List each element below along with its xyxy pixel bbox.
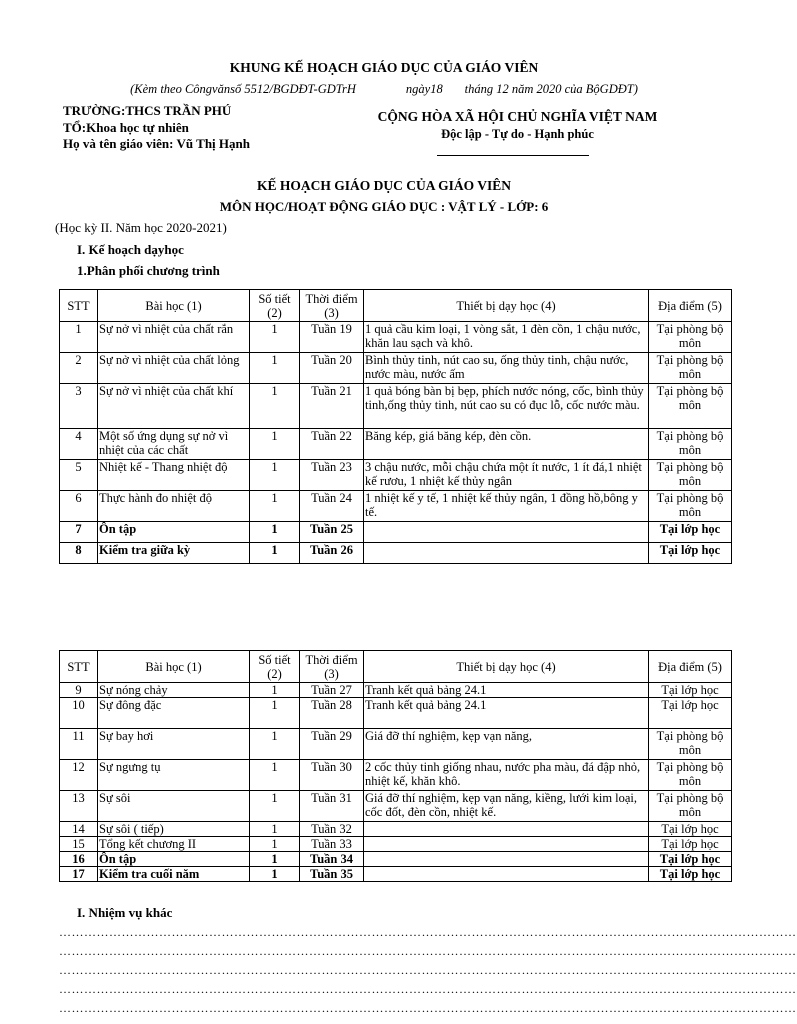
cell-time: Tuần 32 bbox=[300, 822, 364, 837]
table-row bbox=[60, 729, 732, 760]
table-row bbox=[60, 822, 732, 837]
cell-lesson: Sự sôi ( tiếp) bbox=[98, 822, 250, 837]
cell-periods: 1 bbox=[250, 852, 300, 867]
cell-equipment: Tranh kết quả bảng 24.1 bbox=[364, 683, 649, 698]
cell-periods: 1 bbox=[250, 867, 300, 882]
cell-time: Tuần 27 bbox=[300, 683, 364, 698]
table-row bbox=[60, 867, 732, 882]
cell-stt: 12 bbox=[60, 760, 98, 791]
cell-stt: 11 bbox=[60, 729, 98, 760]
cell-stt: 17 bbox=[60, 867, 98, 882]
motto-underline bbox=[437, 155, 589, 156]
republic-heading: CỘNG HÒA XÃ HỘI CHỦ NGHĨA VIỆT NAM bbox=[377, 109, 658, 124]
header-place: Địa điểm (5) bbox=[649, 290, 732, 322]
table-row bbox=[60, 429, 732, 460]
blank-line-4: …………………………………………………………………………………………………………………………………………………………… bbox=[59, 982, 797, 996]
national-motto: Độc lập - Tự do - Hạnh phúc bbox=[441, 127, 594, 141]
cell-lesson: Sự nóng chảy bbox=[98, 683, 250, 698]
cell-time: Tuần 26 bbox=[300, 543, 364, 564]
curriculum-table-2 bbox=[59, 650, 732, 882]
section-other-tasks: I. Nhiệm vụ khác bbox=[77, 905, 173, 920]
cell-time: Tuần 24 bbox=[300, 491, 364, 522]
table-row bbox=[60, 791, 732, 822]
cell-time: Tuần 21 bbox=[300, 384, 364, 429]
blank-line-5: …………………………………………………………………………………………………………………………………………………………… bbox=[59, 1001, 797, 1015]
table-row bbox=[60, 522, 732, 543]
blank-line-2: …………………………………………………………………………………………………………………………………………………………… bbox=[59, 944, 797, 958]
cell-time: Tuần 19 bbox=[300, 322, 364, 353]
cell-stt: 1 bbox=[60, 322, 98, 353]
cell-equipment bbox=[364, 852, 649, 867]
cell-stt: 8 bbox=[60, 543, 98, 564]
cell-place: Tại phòng bộ môn bbox=[649, 322, 732, 353]
cell-equipment: Giá đỡ thí nghiệm, kẹp vạn năng, bbox=[364, 729, 649, 760]
cell-place: Tại lớp học bbox=[649, 837, 732, 852]
table-row bbox=[60, 322, 732, 353]
table-row bbox=[60, 760, 732, 791]
cell-lesson: Thực hành đo nhiệt độ bbox=[98, 491, 250, 522]
header-stt: STT bbox=[60, 651, 98, 683]
cell-lesson: Kiểm tra cuối năm bbox=[98, 867, 250, 882]
teacher-name: Họ và tên giáo viên: Vũ Thị Hạnh bbox=[63, 136, 250, 151]
cell-periods: 1 bbox=[250, 822, 300, 837]
cell-equipment bbox=[364, 867, 649, 882]
table-row bbox=[60, 491, 732, 522]
cell-time: Tuần 31 bbox=[300, 791, 364, 822]
cell-equipment: Bình thủy tinh, nút cao su, ống thủy tinh, chậu nước, nước màu, nước ấm bbox=[364, 353, 649, 384]
cell-periods: 1 bbox=[250, 543, 300, 564]
cell-periods: 1 bbox=[250, 791, 300, 822]
table-row bbox=[60, 683, 732, 698]
cell-lesson: Ôn tập bbox=[98, 852, 250, 867]
cell-time: Tuần 30 bbox=[300, 760, 364, 791]
header-periods: Số tiết (2) bbox=[250, 290, 300, 322]
cell-lesson: Sự ngưng tụ bbox=[98, 760, 250, 791]
cell-lesson: Sự sôi bbox=[98, 791, 250, 822]
cell-periods: 1 bbox=[250, 429, 300, 460]
cell-periods: 1 bbox=[250, 683, 300, 698]
cell-lesson: Tổng kết chương II bbox=[98, 837, 250, 852]
cell-place: Tại lớp học bbox=[649, 867, 732, 882]
blank-line-3: …………………………………………………………………………………………………………………………………………………………… bbox=[59, 963, 797, 977]
table-row bbox=[60, 852, 732, 867]
table-row bbox=[60, 353, 732, 384]
section-teaching-plan: I. Kế hoạch dạyhọc bbox=[77, 242, 184, 257]
cell-stt: 10 bbox=[60, 698, 98, 729]
cell-stt: 2 bbox=[60, 353, 98, 384]
header-place: Địa điểm (5) bbox=[649, 651, 732, 683]
cell-stt: 5 bbox=[60, 460, 98, 491]
cell-place: Tại phòng bộ môn bbox=[649, 429, 732, 460]
cell-periods: 1 bbox=[250, 729, 300, 760]
cell-time: Tuần 34 bbox=[300, 852, 364, 867]
cell-place: Tại lớp học bbox=[649, 522, 732, 543]
cell-periods: 1 bbox=[250, 353, 300, 384]
header-time: Thời điểm (3) bbox=[300, 290, 364, 322]
blank-line-1: …………………………………………………………………………………………………………………………………………………………… bbox=[59, 925, 797, 939]
cell-periods: 1 bbox=[250, 491, 300, 522]
cell-lesson: Sự nở vì nhiệt của chất khí bbox=[98, 384, 250, 429]
header-stt: STT bbox=[60, 290, 98, 322]
cell-equipment: Băng kép, giá băng kép, đèn cồn. bbox=[364, 429, 649, 460]
cell-stt: 9 bbox=[60, 683, 98, 698]
table-row bbox=[60, 698, 732, 729]
table-row bbox=[60, 543, 732, 564]
cell-equipment: 3 chậu nước, mỗi chậu chứa một ít nước, 1 ít đá,1 nhiệt kế rươu, 1 nhiệt kế thủy ngân bbox=[364, 460, 649, 491]
cell-time: Tuần 35 bbox=[300, 867, 364, 882]
curriculum-table-1 bbox=[59, 289, 732, 564]
cell-place: Tại lớp học bbox=[649, 822, 732, 837]
cell-equipment: Tranh kết quả bảng 24.1 bbox=[364, 698, 649, 729]
header-lesson: Bài học (1) bbox=[98, 290, 250, 322]
cell-stt: 13 bbox=[60, 791, 98, 822]
header-time: Thời điểm (3) bbox=[300, 651, 364, 683]
department-name: TỔ:Khoa học tự nhiên bbox=[63, 120, 189, 135]
cell-stt: 14 bbox=[60, 822, 98, 837]
section-curriculum-distribution: 1.Phân phối chương trình bbox=[77, 263, 220, 278]
cell-periods: 1 bbox=[250, 322, 300, 353]
cell-equipment bbox=[364, 822, 649, 837]
cell-equipment bbox=[364, 543, 649, 564]
cell-equipment bbox=[364, 522, 649, 543]
school-name: TRƯỜNG:THCS TRẦN PHÚ bbox=[63, 103, 232, 118]
table-row bbox=[60, 837, 732, 852]
semester-info: (Học kỳ II. Năm học 2020-2021) bbox=[55, 220, 227, 235]
cell-equipment: Giá đỡ thí nghiệm, kẹp vạn năng, kiềng, lưới kim loại, cốc đốt, đèn cồn, nhiệt kế. bbox=[364, 791, 649, 822]
cell-stt: 15 bbox=[60, 837, 98, 852]
cell-place: Tại phòng bộ môn bbox=[649, 729, 732, 760]
cell-time: Tuần 22 bbox=[300, 429, 364, 460]
cell-stt: 16 bbox=[60, 852, 98, 867]
cell-equipment bbox=[364, 837, 649, 852]
cell-place: Tại lớp học bbox=[649, 852, 732, 867]
cell-place: Tại lớp học bbox=[649, 683, 732, 698]
cell-time: Tuần 28 bbox=[300, 698, 364, 729]
cell-lesson: Một số ứng dụng sự nở vì nhiệt của các chất bbox=[98, 429, 250, 460]
header-lesson: Bài học (1) bbox=[98, 651, 250, 683]
cell-time: Tuần 29 bbox=[300, 729, 364, 760]
cell-stt: 7 bbox=[60, 522, 98, 543]
cell-lesson: Sự bay hơi bbox=[98, 729, 250, 760]
cell-equipment: 1 quả bóng bàn bị bẹp, phích nước nóng, cốc, bình thủy tinh,ống thủy tinh, nút cao su có đục lỗ, cốc nước màu. bbox=[364, 384, 649, 429]
attached-note: (Kèm theo Côngvănsố 5512/BGDĐT-GDTrH ngày18 tháng 12 năm 2020 của BộGDĐT) bbox=[130, 82, 638, 96]
cell-periods: 1 bbox=[250, 837, 300, 852]
cell-place: Tại phòng bộ môn bbox=[649, 460, 732, 491]
cell-place: Tại phòng bộ môn bbox=[649, 384, 732, 429]
cell-periods: 1 bbox=[250, 760, 300, 791]
cell-equipment: 2 cốc thủy tinh giống nhau, nước pha màu, đá đập nhỏ, nhiệt kế, khăn khô. bbox=[364, 760, 649, 791]
cell-equipment: 1 nhiệt kế y tế, 1 nhiệt kế thủy ngân, 1 đồng hồ,bông y tế. bbox=[364, 491, 649, 522]
header-equipment: Thiết bị dạy học (4) bbox=[364, 651, 649, 683]
cell-place: Tại phòng bộ môn bbox=[649, 760, 732, 791]
cell-periods: 1 bbox=[250, 384, 300, 429]
cell-place: Tại lớp học bbox=[649, 698, 732, 729]
cell-periods: 1 bbox=[250, 460, 300, 491]
cell-stt: 4 bbox=[60, 429, 98, 460]
cell-equipment: 1 quả cầu kim loại, 1 vòng sắt, 1 đèn cồn, 1 chậu nước, khăn lau sạch và khô. bbox=[364, 322, 649, 353]
cell-lesson: Sự nở vì nhiệt của chất lỏng bbox=[98, 353, 250, 384]
cell-lesson: Ôn tập bbox=[98, 522, 250, 543]
document-title: KHUNG KẾ HOẠCH GIÁO DỤC CỦA GIÁO VIÊN bbox=[229, 60, 539, 75]
cell-lesson: Kiểm tra giữa kỳ bbox=[98, 543, 250, 564]
cell-time: Tuần 33 bbox=[300, 837, 364, 852]
cell-time: Tuần 25 bbox=[300, 522, 364, 543]
plan-subject: MÔN HỌC/HOẠT ĐỘNG GIÁO DỤC : VẬT LÝ - LỚP: 6 bbox=[219, 199, 549, 214]
cell-stt: 3 bbox=[60, 384, 98, 429]
cell-stt: 6 bbox=[60, 491, 98, 522]
table-row bbox=[60, 460, 732, 491]
cell-place: Tại phòng bộ môn bbox=[649, 353, 732, 384]
cell-lesson: Nhiệt kế - Thang nhiệt độ bbox=[98, 460, 250, 491]
cell-place: Tại lớp học bbox=[649, 543, 732, 564]
cell-lesson: Sự đông đặc bbox=[98, 698, 250, 729]
cell-place: Tại phòng bộ môn bbox=[649, 491, 732, 522]
plan-title: KẾ HOẠCH GIÁO DỤC CỦA GIÁO VIÊN bbox=[256, 178, 512, 193]
cell-lesson: Sự nở vì nhiệt của chất rắn bbox=[98, 322, 250, 353]
cell-time: Tuần 20 bbox=[300, 353, 364, 384]
cell-time: Tuần 23 bbox=[300, 460, 364, 491]
header-periods: Số tiết (2) bbox=[250, 651, 300, 683]
cell-periods: 1 bbox=[250, 698, 300, 729]
table-row bbox=[60, 384, 732, 429]
header-equipment: Thiết bị dạy học (4) bbox=[364, 290, 649, 322]
cell-place: Tại phòng bộ môn bbox=[649, 791, 732, 822]
cell-periods: 1 bbox=[250, 522, 300, 543]
